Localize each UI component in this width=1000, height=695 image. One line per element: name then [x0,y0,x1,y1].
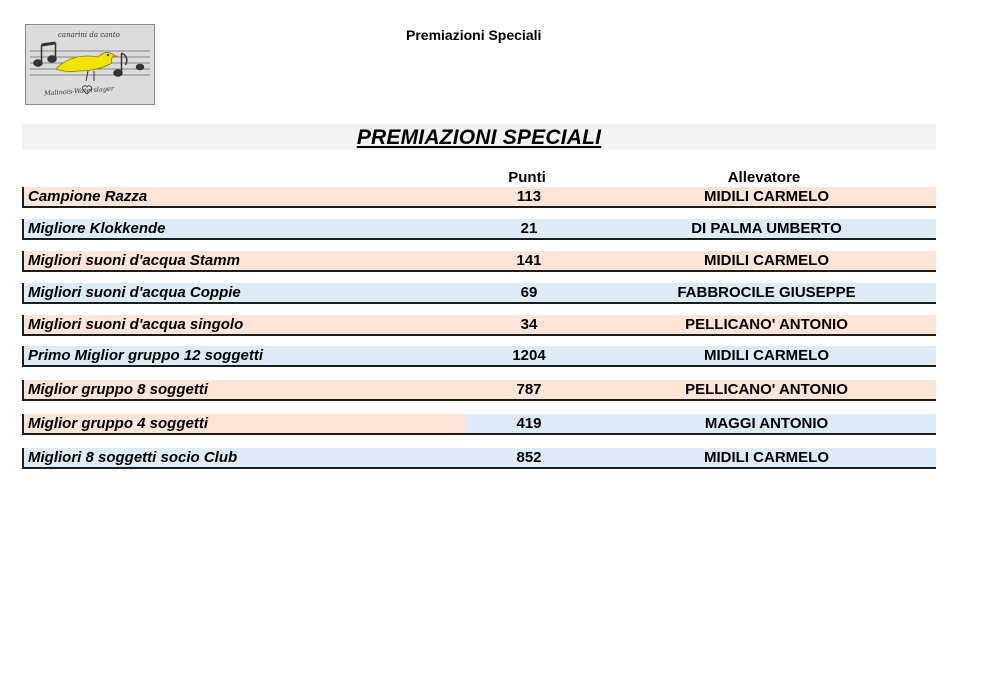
award-name: Primo Miglior gruppo 12 soggetti [28,347,264,364]
column-header-punti: Punti [508,169,546,186]
page-header-title: Premiazioni Speciali [406,27,542,43]
award-points: 852 [516,449,542,466]
award-points: 69 [520,284,538,301]
table-row [22,414,936,435]
award-points: 113 [516,188,542,205]
award-points: 21 [520,220,538,237]
award-breeder: MIDILI CARMELO [704,188,829,205]
award-name: Migliori 8 soggetti socio Club [28,449,238,466]
table-row [22,448,936,469]
table-row [22,283,936,304]
award-points: 1204 [512,347,546,364]
award-name: Miglior gruppo 8 soggetti [28,381,208,398]
table-row [22,380,936,401]
table-row [22,315,936,336]
column-header-allevatore: Allevatore [727,169,801,186]
logo-bottom-text: Malinois-Waterslager [43,84,115,98]
award-points: 419 [516,415,542,432]
logo-top-text: canarini da canto [58,31,120,39]
award-breeder: FABBROCILE GIUSEPPE [677,284,856,301]
award-breeder: MIDILI CARMELO [704,252,829,269]
table-row [22,187,936,208]
table-row [22,346,936,367]
award-name: Campione Razza [28,188,148,205]
club-logo [25,24,155,105]
award-name: Migliore Klokkende [28,220,166,237]
award-points: 34 [520,316,538,333]
table-row [22,219,936,240]
award-breeder: PELLICANO' ANTONIO [685,381,848,398]
award-name: Migliori suoni d'acqua Stamm [28,252,240,269]
award-breeder: PELLICANO' ANTONIO [685,316,848,333]
award-breeder: MIDILI CARMELO [704,347,829,364]
award-name: Miglior gruppo 4 soggetti [28,415,208,432]
award-breeder: DI PALMA UMBERTO [691,220,842,237]
award-breeder: MIDILI CARMELO [704,449,829,466]
title-band [22,124,936,150]
award-name: Migliori suoni d'acqua singolo [28,316,244,333]
award-breeder: MAGGI ANTONIO [704,415,829,432]
award-name: Migliori suoni d'acqua Coppie [28,284,241,301]
award-points: 787 [516,381,542,398]
page-title: PREMIAZIONI SPECIALI [356,126,602,149]
award-points: 141 [516,252,542,269]
table-row [22,251,936,272]
